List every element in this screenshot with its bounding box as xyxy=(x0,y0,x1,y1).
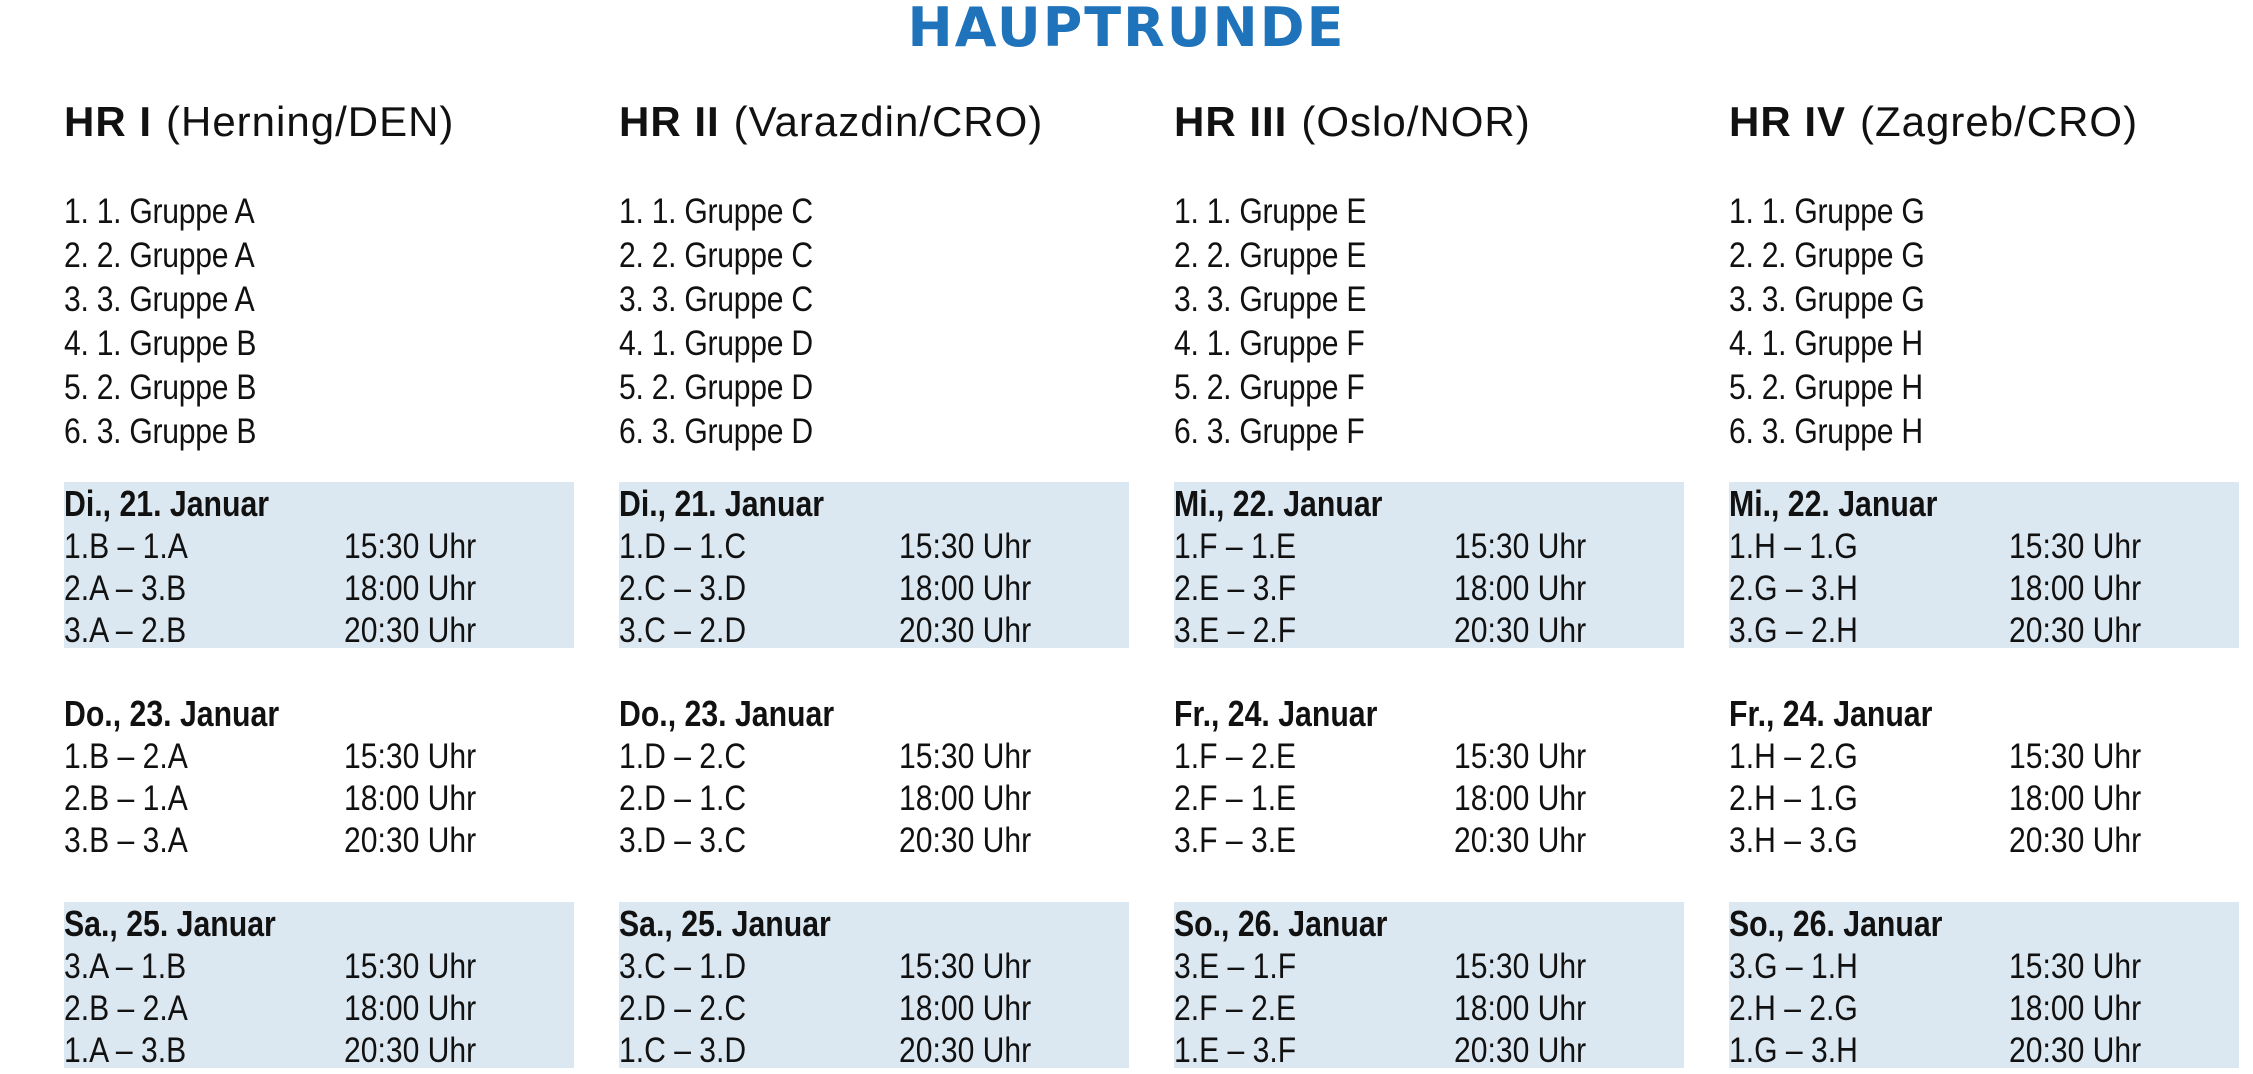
round-venue: (Herning/DEN) xyxy=(166,98,455,145)
match-day-date: Sa., 25. Januar xyxy=(64,903,276,944)
seed-item: 1. 1. Gruppe A xyxy=(64,192,255,231)
match-day-block xyxy=(619,482,1129,648)
column-hr-4 xyxy=(1729,92,2253,1074)
column-hr-2 xyxy=(619,92,1175,1074)
match-day-date: So., 26. Januar xyxy=(1174,903,1388,944)
seed-item: 2. 2. Gruppe G xyxy=(1729,236,1925,275)
match-pairing: 2.B – 1.A xyxy=(64,779,188,818)
round-venue: (Oslo/NOR) xyxy=(1301,98,1531,145)
match-day-block xyxy=(1174,482,1684,648)
match-day-date: Mi., 22. Januar xyxy=(1174,483,1383,524)
match-time: 20:30 Uhr xyxy=(344,821,477,860)
seed-item: 2. 2. Gruppe C xyxy=(619,236,813,275)
match-pairing: 1.D – 2.C xyxy=(619,737,747,776)
match-day-date: So., 26. Januar xyxy=(1729,903,1943,944)
match-pairing: 3.E – 1.F xyxy=(1174,947,1297,986)
match-row xyxy=(1174,820,1684,862)
match-row xyxy=(619,568,1129,610)
match-row xyxy=(1729,1030,2239,1072)
match-day-date: Mi., 22. Januar xyxy=(1729,483,1938,524)
match-time: 15:30 Uhr xyxy=(1454,527,1587,566)
match-time: 20:30 Uhr xyxy=(344,611,477,650)
match-time: 15:30 Uhr xyxy=(2009,527,2142,566)
match-time: 18:00 Uhr xyxy=(1454,779,1587,818)
match-time: 18:00 Uhr xyxy=(899,779,1032,818)
match-row xyxy=(1174,568,1684,610)
seed-item: 3. 3. Gruppe A xyxy=(64,280,255,319)
match-row xyxy=(1729,610,2239,652)
match-day-date: Di., 21. Januar xyxy=(64,483,270,524)
match-time: 18:00 Uhr xyxy=(344,779,477,818)
seed-item: 5. 2. Gruppe F xyxy=(1174,368,1365,407)
match-pairing: 2.B – 2.A xyxy=(64,989,188,1028)
match-pairing: 3.A – 2.B xyxy=(64,611,187,650)
match-pairing: 2.H – 2.G xyxy=(1729,989,1858,1028)
match-day-block xyxy=(1729,902,2239,1068)
match-row xyxy=(619,946,1129,988)
match-row xyxy=(619,820,1129,862)
match-pairing: 3.G – 1.H xyxy=(1729,947,1858,986)
round-code: HR III xyxy=(1174,98,1288,145)
match-pairing: 3.C – 2.D xyxy=(619,611,747,650)
seed-item: 1. 1. Gruppe G xyxy=(1729,192,1925,231)
match-time: 18:00 Uhr xyxy=(1454,569,1587,608)
match-day-block xyxy=(1729,482,2239,648)
match-row xyxy=(64,610,574,652)
match-row xyxy=(1174,610,1684,652)
seed-item: 4. 1. Gruppe H xyxy=(1729,324,1923,363)
match-row xyxy=(1729,946,2239,988)
match-pairing: 3.G – 2.H xyxy=(1729,611,1858,650)
match-day-block xyxy=(1174,902,1684,1068)
match-time: 18:00 Uhr xyxy=(2009,779,2142,818)
match-day-block xyxy=(64,902,574,1068)
match-row xyxy=(64,526,574,568)
match-pairing: 1.G – 3.H xyxy=(1729,1031,1858,1070)
match-day-date: Fr., 24. Januar xyxy=(1729,693,1933,734)
match-row xyxy=(619,988,1129,1030)
match-day-block xyxy=(1174,692,1684,858)
column-hr-3 xyxy=(1174,92,1730,1074)
seed-item: 6. 3. Gruppe F xyxy=(1174,412,1365,451)
seed-item: 2. 2. Gruppe E xyxy=(1174,236,1367,275)
match-row xyxy=(619,1030,1129,1072)
match-time: 18:00 Uhr xyxy=(344,989,477,1028)
match-time: 15:30 Uhr xyxy=(344,947,477,986)
seed-item: 3. 3. Gruppe G xyxy=(1729,280,1925,319)
seed-item: 4. 1. Gruppe B xyxy=(64,324,257,363)
match-day-date: Do., 23. Januar xyxy=(619,693,835,734)
match-pairing: 1.B – 1.A xyxy=(64,527,188,566)
match-day-block xyxy=(1729,692,2239,858)
match-pairing: 2.A – 3.B xyxy=(64,569,187,608)
match-pairing: 1.H – 2.G xyxy=(1729,737,1858,776)
column-heading xyxy=(64,92,454,162)
match-row xyxy=(64,820,574,862)
match-time: 20:30 Uhr xyxy=(899,1031,1032,1070)
match-pairing: 1.F – 1.E xyxy=(1174,527,1297,566)
match-row xyxy=(619,526,1129,568)
round-venue: (Varazdin/CRO) xyxy=(733,98,1044,145)
match-row xyxy=(64,778,574,820)
match-time: 20:30 Uhr xyxy=(1454,1031,1587,1070)
seed-item: 2. 2. Gruppe A xyxy=(64,236,255,275)
seed-item: 1. 1. Gruppe C xyxy=(619,192,813,231)
column-heading xyxy=(1174,92,1531,162)
match-day-block xyxy=(619,692,1129,858)
match-pairing: 1.D – 1.C xyxy=(619,527,747,566)
seed-item: 5. 2. Gruppe D xyxy=(619,368,813,407)
match-time: 18:00 Uhr xyxy=(1454,989,1587,1028)
match-pairing: 1.F – 2.E xyxy=(1174,737,1297,776)
seed-item: 4. 1. Gruppe F xyxy=(1174,324,1365,363)
match-pairing: 3.H – 3.G xyxy=(1729,821,1858,860)
match-time: 15:30 Uhr xyxy=(1454,947,1587,986)
column-hr-1 xyxy=(64,92,620,1074)
seed-list xyxy=(1729,190,2249,454)
match-row xyxy=(1174,736,1684,778)
match-day-date: Di., 21. Januar xyxy=(619,483,825,524)
match-row xyxy=(1174,1030,1684,1072)
match-time: 20:30 Uhr xyxy=(899,821,1032,860)
match-time: 20:30 Uhr xyxy=(2009,821,2142,860)
seed-item: 5. 2. Gruppe B xyxy=(64,368,257,407)
round-code: HR IV xyxy=(1729,98,1847,145)
match-time: 20:30 Uhr xyxy=(1454,611,1587,650)
match-row xyxy=(1729,988,2239,1030)
match-day-block xyxy=(619,902,1129,1068)
match-row xyxy=(64,946,574,988)
match-time: 18:00 Uhr xyxy=(344,569,477,608)
match-day-block xyxy=(64,482,574,648)
match-pairing: 2.G – 3.H xyxy=(1729,569,1858,608)
seed-list xyxy=(619,190,1139,454)
seed-item: 5. 2. Gruppe H xyxy=(1729,368,1923,407)
match-pairing: 3.D – 3.C xyxy=(619,821,747,860)
match-pairing: 3.E – 2.F xyxy=(1174,611,1297,650)
match-pairing: 2.D – 1.C xyxy=(619,779,747,818)
match-time: 15:30 Uhr xyxy=(899,527,1032,566)
match-row xyxy=(619,778,1129,820)
seed-list xyxy=(64,190,584,454)
seed-list xyxy=(1174,190,1694,454)
match-row xyxy=(1174,988,1684,1030)
match-row xyxy=(64,1030,574,1072)
match-time: 15:30 Uhr xyxy=(899,947,1032,986)
match-time: 20:30 Uhr xyxy=(2009,611,2142,650)
match-time: 15:30 Uhr xyxy=(2009,737,2142,776)
match-pairing: 1.C – 3.D xyxy=(619,1031,747,1070)
match-time: 15:30 Uhr xyxy=(899,737,1032,776)
seed-item: 6. 3. Gruppe B xyxy=(64,412,257,451)
match-row xyxy=(1729,568,2239,610)
match-time: 18:00 Uhr xyxy=(2009,989,2142,1028)
seed-item: 6. 3. Gruppe H xyxy=(1729,412,1923,451)
match-time: 20:30 Uhr xyxy=(344,1031,477,1070)
match-pairing: 3.B – 3.A xyxy=(64,821,188,860)
match-time: 18:00 Uhr xyxy=(899,989,1032,1028)
seed-item: 3. 3. Gruppe E xyxy=(1174,280,1367,319)
match-row xyxy=(1729,820,2239,862)
match-time: 18:00 Uhr xyxy=(2009,569,2142,608)
seed-item: 1. 1. Gruppe E xyxy=(1174,192,1367,231)
match-pairing: 2.F – 2.E xyxy=(1174,989,1297,1028)
match-row xyxy=(1174,778,1684,820)
match-pairing: 2.F – 1.E xyxy=(1174,779,1297,818)
match-row xyxy=(1729,778,2239,820)
page-title: HAUPTRUNDE xyxy=(907,0,1346,59)
column-heading xyxy=(1729,92,2138,162)
match-row xyxy=(619,736,1129,778)
match-pairing: 2.H – 1.G xyxy=(1729,779,1858,818)
round-venue: (Zagreb/CRO) xyxy=(1860,98,2139,145)
match-time: 15:30 Uhr xyxy=(2009,947,2142,986)
match-row xyxy=(64,736,574,778)
match-pairing: 3.C – 1.D xyxy=(619,947,747,986)
match-pairing: 2.D – 2.C xyxy=(619,989,747,1028)
match-pairing: 3.F – 3.E xyxy=(1174,821,1297,860)
seed-item: 4. 1. Gruppe D xyxy=(619,324,813,363)
match-row xyxy=(1729,526,2239,568)
match-pairing: 1.H – 1.G xyxy=(1729,527,1858,566)
match-pairing: 2.E – 3.F xyxy=(1174,569,1297,608)
round-code: HR II xyxy=(619,98,720,145)
match-row xyxy=(619,610,1129,652)
match-pairing: 1.E – 3.F xyxy=(1174,1031,1297,1070)
seed-item: 3. 3. Gruppe C xyxy=(619,280,813,319)
match-pairing: 1.A – 3.B xyxy=(64,1031,187,1070)
match-pairing: 1.B – 2.A xyxy=(64,737,188,776)
match-time: 15:30 Uhr xyxy=(344,737,477,776)
match-time: 20:30 Uhr xyxy=(2009,1031,2142,1070)
match-time: 20:30 Uhr xyxy=(899,611,1032,650)
match-row xyxy=(1174,946,1684,988)
match-day-date: Sa., 25. Januar xyxy=(619,903,831,944)
round-code: HR I xyxy=(64,98,152,145)
match-pairing: 3.A – 1.B xyxy=(64,947,187,986)
match-day-block xyxy=(64,692,574,858)
match-time: 15:30 Uhr xyxy=(1454,737,1587,776)
match-row xyxy=(1174,526,1684,568)
match-row xyxy=(64,988,574,1030)
match-row xyxy=(1729,736,2239,778)
match-row xyxy=(64,568,574,610)
match-time: 20:30 Uhr xyxy=(1454,821,1587,860)
match-day-date: Fr., 24. Januar xyxy=(1174,693,1378,734)
match-time: 18:00 Uhr xyxy=(899,569,1032,608)
match-time: 15:30 Uhr xyxy=(344,527,477,566)
seed-item: 6. 3. Gruppe D xyxy=(619,412,813,451)
column-heading xyxy=(619,92,1043,162)
match-pairing: 2.C – 3.D xyxy=(619,569,747,608)
match-day-date: Do., 23. Januar xyxy=(64,693,280,734)
